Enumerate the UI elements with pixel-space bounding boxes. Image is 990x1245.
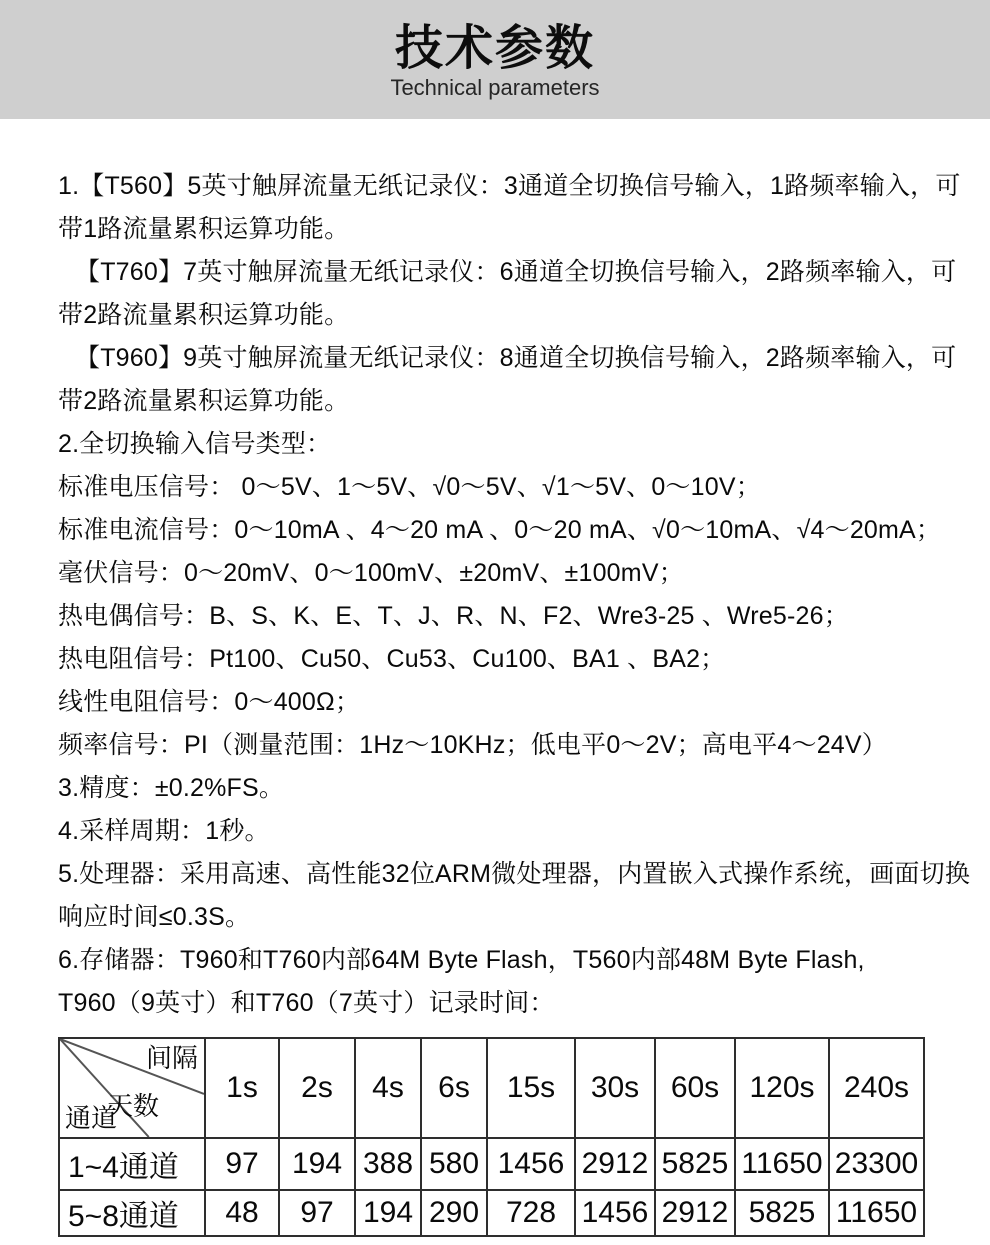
spec-line: 标准电流信号：0～10mA 、4～20 mA 、0～20 mA、√0～10mA、√4～20mA； [58, 516, 942, 544]
row-label: 5~8通道 [59, 1190, 205, 1236]
table-cell: 1456 [487, 1138, 575, 1190]
spec-line: 6.存储器：T960和T760内部64M Byte Flash，T560内部48M Byte Flash, [58, 946, 865, 974]
column-header: 60s [655, 1038, 735, 1138]
spec-line: 5.处理器：采用高速、高性能32位ARM微处理器，内置嵌入式操作系统，画面切换 [58, 860, 971, 888]
table-cell: 1456 [575, 1190, 655, 1236]
row-label: 1~4通道 [59, 1138, 205, 1190]
table-cell: 2912 [575, 1138, 655, 1190]
column-header: 2s [279, 1038, 355, 1138]
spec-line: 热电阻信号：Pt100、Cu50、Cu53、Cu100、BA1 、BA2； [58, 645, 726, 673]
corner-label-interval: 间隔 [145, 1043, 198, 1073]
recording-time-table [58, 1037, 925, 1237]
table-cell: 5825 [655, 1138, 735, 1190]
table-cell: 97 [279, 1190, 355, 1236]
table-cell: 2912 [655, 1190, 735, 1236]
table-cell: 23300 [829, 1138, 924, 1190]
table-cell: 194 [279, 1138, 355, 1190]
spec-line: T960（9英寸）和T760（7英寸）记录时间： [58, 989, 555, 1017]
corner-label-days: 天数 [107, 1091, 160, 1121]
spec-line: 热电偶信号：B、S、K、E、T、J、R、N、F2、Wre3-25 、Wre5-26； [58, 602, 849, 630]
spec-line: 响应时间≤0.3S。 [58, 903, 251, 931]
spec-line: 3.精度：±0.2%FS。 [58, 774, 285, 802]
spec-line: 4.采样周期：1秒。 [58, 817, 270, 845]
column-header: 6s [421, 1038, 487, 1138]
spec-line: 带2路流量累积运算功能。 [58, 387, 350, 415]
table-cell: 97 [205, 1138, 279, 1190]
table-cell: 11650 [735, 1138, 829, 1190]
table-cell: 194 [355, 1190, 421, 1236]
table-cell: 580 [421, 1138, 487, 1190]
spec-line: 标准电压信号： 0～5V、1～5V、√0～5V、√1～5V、0～10V； [58, 473, 761, 501]
column-header: 15s [487, 1038, 575, 1138]
column-header: 240s [829, 1038, 924, 1138]
table-row [59, 1138, 924, 1190]
spec-line: 2.全切换输入信号类型： [58, 430, 332, 458]
table-cell: 48 [205, 1190, 279, 1236]
table-cell: 290 [421, 1190, 487, 1236]
spec-line: 频率信号：PI（测量范围：1Hz～10KHz；低电平0～2V；高电平4～24V） [58, 731, 887, 759]
spec-line: 【T960】9英寸触屏流量无纸记录仪：8通道全切换信号输入，2路频率输入，可 [75, 344, 957, 372]
spec-line: 【T760】7英寸触屏流量无纸记录仪：6通道全切换信号输入，2路频率输入，可 [75, 258, 957, 286]
table-header-row [59, 1038, 924, 1138]
table-corner-cell [59, 1038, 205, 1138]
header-band [0, 0, 990, 119]
spec-text-block [0, 119, 990, 1025]
spec-line: 1.【T560】5英寸触屏流量无纸记录仪：3通道全切换信号输入，1路频率输入，可 [58, 172, 961, 200]
table-cell: 5825 [735, 1190, 829, 1236]
corner-label-channel: 通道 [65, 1103, 118, 1133]
spec-line: 毫伏信号：0～20mV、0～100mV、±20mV、±100mV； [58, 559, 684, 587]
page-title: 技术参数 [394, 22, 595, 75]
column-header: 1s [205, 1038, 279, 1138]
spec-line: 线性电阻信号：0～400Ω； [58, 688, 361, 716]
table-row [59, 1190, 924, 1236]
table-cell: 728 [487, 1190, 575, 1236]
column-header: 30s [575, 1038, 655, 1138]
table-cell: 11650 [829, 1190, 924, 1236]
column-header: 120s [735, 1038, 829, 1138]
page-subtitle: Technical parameters [390, 75, 600, 100]
spec-line: 带2路流量累积运算功能。 [58, 301, 350, 329]
column-header: 4s [355, 1038, 421, 1138]
table-cell: 388 [355, 1138, 421, 1190]
spec-line: 带1路流量累积运算功能。 [58, 215, 350, 243]
